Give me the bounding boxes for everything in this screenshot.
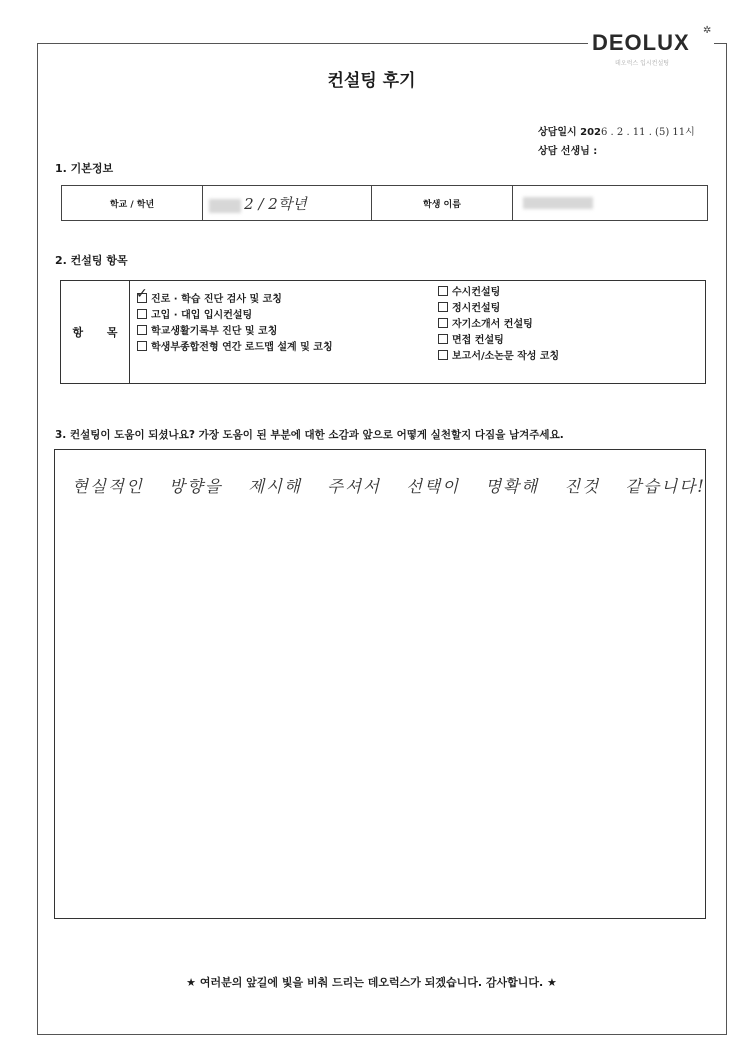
section-consulting-items: 2. 컨설팅 항목 xyxy=(55,254,128,267)
section-question: 3. 컨설팅이 도움이 되셨나요? 가장 도움이 된 부분에 대한 소감과 앞으로 어떻게 실천할지 다짐을 남겨주세요. xyxy=(55,429,564,441)
item-roadmap xyxy=(137,340,333,356)
consult-date-label: 상담일시 202 xyxy=(538,127,601,138)
handwritten-answer: 현실적인 방향을 제시해 주셔서 선택이 명확해 진것 같습니다! xyxy=(72,477,706,496)
school-grade-cell xyxy=(203,186,372,221)
brand-logo: DEOLUX xyxy=(592,30,690,55)
checkbox xyxy=(137,341,147,351)
checkmark-icon: ✓ xyxy=(136,286,148,302)
consult-teacher-label: 상담 선생님 : xyxy=(538,146,598,157)
consult-teacher xyxy=(538,142,597,157)
item-susi xyxy=(438,285,559,301)
item-interview xyxy=(438,333,559,349)
item-report xyxy=(438,349,559,365)
redacted-student-name xyxy=(523,197,593,209)
item-label: 진로 · 학습 진단 검사 및 코칭 xyxy=(151,294,282,305)
items-left-list xyxy=(136,286,333,356)
item-admission xyxy=(137,308,333,324)
item-school-record xyxy=(137,324,333,340)
consult-date-value: 6 . 2 . 11 . (5) 11시 xyxy=(601,127,695,138)
logo-subtitle: 데오럭스 입시컨설팅 xyxy=(615,60,670,67)
school-grade-value: 2 / 2학년 xyxy=(244,194,307,213)
item-self-intro xyxy=(438,317,559,333)
item-jeongsi xyxy=(438,301,559,317)
item-label: 학생부종합전형 연간 로드맵 설계 및 코칭 xyxy=(151,342,333,353)
item-label: 보고서/소논문 작성 코칭 xyxy=(452,351,560,362)
redacted-school xyxy=(209,199,241,213)
items-right-list xyxy=(438,285,559,365)
school-grade-label: 학교 / 학년 xyxy=(62,186,203,221)
basic-info-table xyxy=(61,185,708,221)
checkbox xyxy=(438,334,448,344)
item-label: 정시컨설팅 xyxy=(452,303,501,314)
consulting-items-box xyxy=(60,280,706,384)
page-title: 컨설팅 후기 xyxy=(327,71,416,91)
item-label: 자기소개서 컨설팅 xyxy=(452,319,533,330)
footer-message: ★ 여러분의 앞길에 빛을 비춰 드리는 데오럭스가 되겠습니다. 감사합니다. ★ xyxy=(186,976,557,989)
checkbox-checked xyxy=(136,286,148,303)
checkbox xyxy=(137,309,147,319)
checkbox xyxy=(438,318,448,328)
answer-box xyxy=(54,449,706,919)
consult-date xyxy=(538,123,695,138)
item-label: 수시컨설팅 xyxy=(452,287,501,298)
checkbox xyxy=(438,302,448,312)
section-basic-info: 1. 기본정보 xyxy=(55,162,114,175)
item-label: 면접 컨설팅 xyxy=(452,335,504,346)
checkbox xyxy=(438,286,448,296)
items-header: 항 목 xyxy=(61,281,130,383)
checkbox xyxy=(137,325,147,335)
student-name-label: 학생 이름 xyxy=(372,186,513,221)
item-career-study xyxy=(136,286,333,308)
checkbox xyxy=(438,350,448,360)
item-label: 학교생활기록부 진단 및 코칭 xyxy=(151,326,278,337)
logo-star-icon: ✲ xyxy=(703,25,712,36)
student-name-cell xyxy=(513,186,708,221)
item-label: 고입 · 대입 입시컨설팅 xyxy=(151,310,253,321)
